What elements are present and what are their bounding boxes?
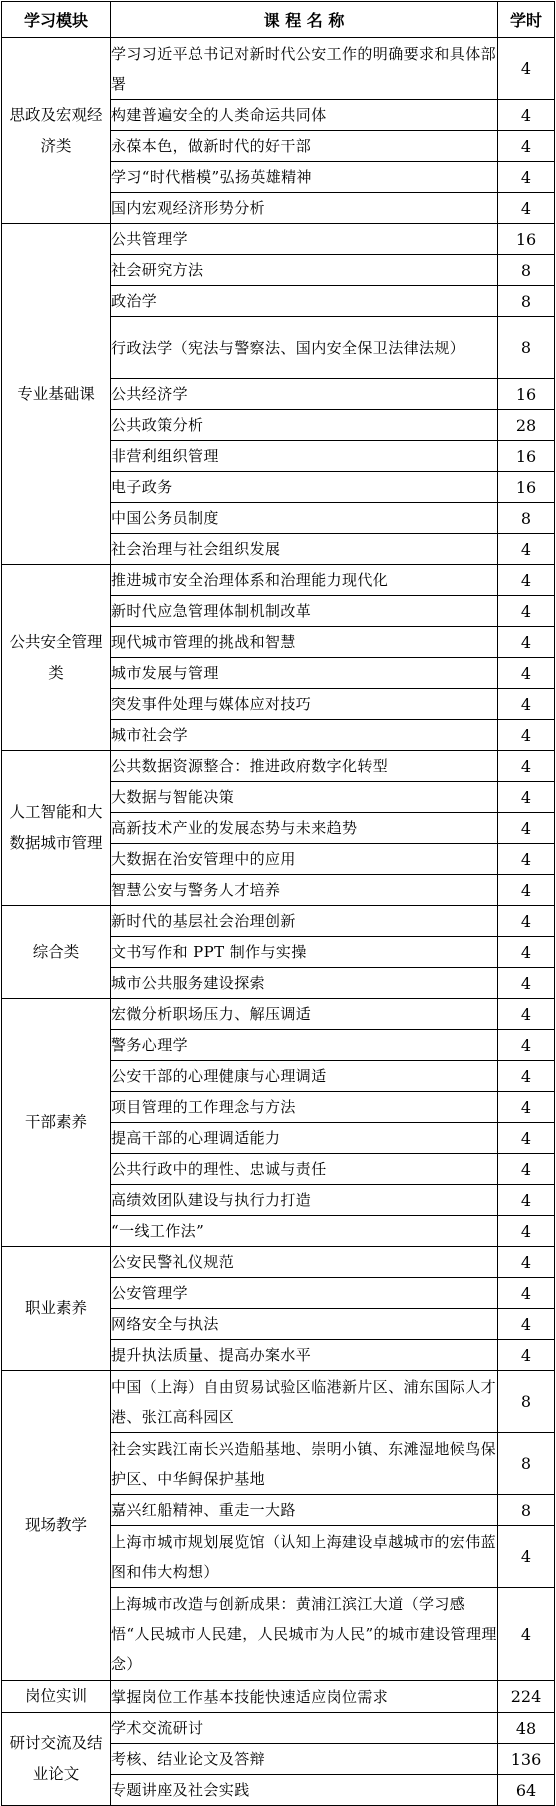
course-name: 上海市城市规划展览馆（认知上海建设卓越城市的宏伟蓝图和伟大构想）: [111, 1526, 498, 1588]
course-hours: 4: [498, 534, 555, 565]
header-hours: 学时: [498, 2, 555, 38]
course-hours: 4: [498, 906, 555, 937]
table-row: [2, 1713, 555, 1744]
course-name: 永葆本色，做新时代的好干部: [111, 131, 498, 162]
course-name: 宏微分析职场压力、解压调适: [111, 999, 498, 1030]
course-hours: 4: [498, 844, 555, 875]
course-name: 社会研究方法: [111, 255, 498, 286]
table-row: [2, 751, 555, 782]
module-cell: 思政及宏观经济类: [2, 38, 111, 224]
table-row: [2, 906, 555, 937]
course-name: 文书写作和 PPT 制作与实操: [111, 937, 498, 968]
table-row: [2, 38, 555, 100]
course-name: 警务心理学: [111, 1030, 498, 1061]
module-cell: 干部素养: [2, 999, 111, 1247]
course-name: 公安干部的心理健康与心理调适: [111, 1061, 498, 1092]
course-name: 构建普遍安全的人类命运共同体: [111, 100, 498, 131]
course-name: 电子政务: [111, 472, 498, 503]
course-hours: 224: [498, 1681, 555, 1713]
table-row: [2, 1247, 555, 1278]
course-name: 城市公共服务建设探索: [111, 968, 498, 999]
course-hours: 4: [498, 1092, 555, 1123]
course-hours: 4: [498, 1278, 555, 1309]
course-name: 非营利组织管理: [111, 441, 498, 472]
course-hours: 48: [498, 1713, 555, 1744]
course-hours: 16: [498, 441, 555, 472]
course-hours: 28: [498, 410, 555, 441]
course-hours: 16: [498, 224, 555, 255]
header-row: [2, 2, 555, 38]
course-name: 大数据与智能决策: [111, 782, 498, 813]
course-name: 智慧公安与警务人才培养: [111, 875, 498, 906]
course-name: 学习“时代楷模”弘扬英雄精神: [111, 162, 498, 193]
module-cell: 综合类: [2, 906, 111, 999]
table-row: [2, 999, 555, 1030]
course-hours: 8: [498, 286, 555, 317]
course-name: 公安管理学: [111, 1278, 498, 1309]
module-cell: 专业基础课: [2, 224, 111, 565]
course-name: 公共政策分析: [111, 410, 498, 441]
module-cell: 公共安全管理类: [2, 565, 111, 751]
course-hours: 4: [498, 1154, 555, 1185]
course-name: 公共行政中的理性、忠诚与责任: [111, 1154, 498, 1185]
course-hours: 4: [498, 627, 555, 658]
course-name: 网络安全与执法: [111, 1309, 498, 1340]
course-name: 突发事件处理与媒体应对技巧: [111, 689, 498, 720]
course-hours: 8: [498, 255, 555, 286]
course-name: 现代城市管理的挑战和智慧: [111, 627, 498, 658]
course-hours: 4: [498, 782, 555, 813]
course-name: 社会实践江南长兴造船基地、崇明小镇、东滩湿地候鸟保护区、中华鲟保护基地: [111, 1433, 498, 1495]
course-hours: 4: [498, 596, 555, 627]
course-name: 提升执法质量、提高办案水平: [111, 1340, 498, 1371]
module-cell: 研讨交流及结业论文: [2, 1713, 111, 1806]
course-hours: 4: [498, 100, 555, 131]
course-hours: 8: [498, 1371, 555, 1433]
course-hours: 16: [498, 472, 555, 503]
course-name: 掌握岗位工作基本技能快速适应岗位需求: [111, 1681, 498, 1713]
course-hours: 4: [498, 162, 555, 193]
course-name: 公安民警礼仪规范: [111, 1247, 498, 1278]
course-name: 城市发展与管理: [111, 658, 498, 689]
course-hours: 4: [498, 720, 555, 751]
table-row: [2, 1371, 555, 1433]
module-cell: 岗位实训: [2, 1681, 111, 1713]
course-name: 高新技术产业的发展态势与未来趋势: [111, 813, 498, 844]
course-name: 上海城市改造与创新成果：黄浦江滨江大道（学习感悟“人民城市人民建，人民城市为人民”的城市建设管理理念）: [111, 1588, 498, 1681]
table-row: [2, 565, 555, 596]
course-hours: 4: [498, 658, 555, 689]
course-name: 专题讲座及社会实践: [111, 1775, 498, 1806]
course-name: 中国公务员制度: [111, 503, 498, 534]
course-name: 新时代的基层社会治理创新: [111, 906, 498, 937]
course-name: 学习习近平总书记对新时代公安工作的明确要求和具体部署: [111, 38, 498, 100]
course-hours: 4: [498, 1123, 555, 1154]
course-name: 推进城市安全治理体系和治理能力现代化: [111, 565, 498, 596]
course-name: 大数据在治安管理中的应用: [111, 844, 498, 875]
course-name: 新时代应急管理体制机制改革: [111, 596, 498, 627]
course-name: 社会治理与社会组织发展: [111, 534, 498, 565]
course-name: 行政法学（宪法与警察法、国内安全保卫法律法规）: [111, 317, 498, 379]
course-hours: 4: [498, 813, 555, 844]
table-row: [2, 1681, 555, 1713]
course-hours: 4: [498, 1030, 555, 1061]
course-hours: 4: [498, 38, 555, 100]
course-hours: 4: [498, 1185, 555, 1216]
course-hours: 4: [498, 968, 555, 999]
course-hours: 4: [498, 565, 555, 596]
course-name: “一线工作法”: [111, 1216, 498, 1247]
course-name: 高绩效团队建设与执行力打造: [111, 1185, 498, 1216]
table-row: [2, 224, 555, 255]
course-name: 提高干部的心理调适能力: [111, 1123, 498, 1154]
course-name: 嘉兴红船精神、重走一大路: [111, 1495, 498, 1526]
course-hours: 4: [498, 1309, 555, 1340]
course-name: 考核、结业论文及答辩: [111, 1744, 498, 1775]
header-course: 课 程 名 称: [111, 2, 498, 38]
course-hours: 16: [498, 379, 555, 410]
course-name: 项目管理的工作理念与方法: [111, 1092, 498, 1123]
course-name: 政治学: [111, 286, 498, 317]
course-name: 学术交流研讨: [111, 1713, 498, 1744]
course-hours: 8: [498, 503, 555, 534]
course-hours: 4: [498, 131, 555, 162]
course-name: 国内宏观经济形势分析: [111, 193, 498, 224]
course-hours: 4: [498, 689, 555, 720]
module-cell: 现场教学: [2, 1371, 111, 1681]
course-hours: 4: [498, 999, 555, 1030]
course-name: 公共管理学: [111, 224, 498, 255]
course-hours: 4: [498, 875, 555, 906]
course-hours: 8: [498, 317, 555, 379]
course-hours: 4: [498, 1526, 555, 1588]
course-name: 公共数据资源整合：推进政府数字化转型: [111, 751, 498, 782]
course-name: 中国（上海）自由贸易试验区临港新片区、浦东国际人才港、张江高科园区: [111, 1371, 498, 1433]
course-hours: 4: [498, 1588, 555, 1681]
course-schedule-table: [1, 1, 555, 1806]
module-cell: 人工智能和大数据城市管理: [2, 751, 111, 906]
header-module: 学习模块: [2, 2, 111, 38]
course-hours: 136: [498, 1744, 555, 1775]
module-cell: 职业素养: [2, 1247, 111, 1371]
course-hours: 8: [498, 1495, 555, 1526]
course-hours: 8: [498, 1433, 555, 1495]
course-hours: 4: [498, 193, 555, 224]
course-name: 城市社会学: [111, 720, 498, 751]
course-hours: 4: [498, 1247, 555, 1278]
course-hours: 4: [498, 1340, 555, 1371]
course-hours: 4: [498, 937, 555, 968]
course-hours: 4: [498, 751, 555, 782]
course-hours: 64: [498, 1775, 555, 1806]
course-hours: 4: [498, 1061, 555, 1092]
course-hours: 4: [498, 1216, 555, 1247]
course-name: 公共经济学: [111, 379, 498, 410]
